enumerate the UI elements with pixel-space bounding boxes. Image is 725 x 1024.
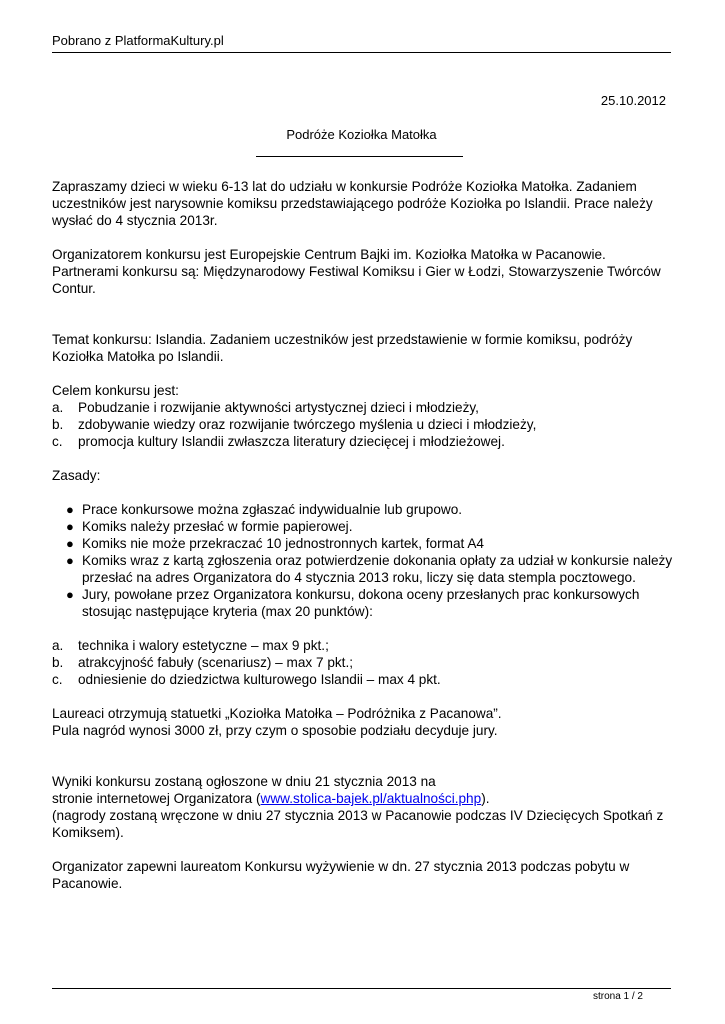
list-text: Komiks nie może przekraczać 10 jednostronnych kartek, format A4 <box>82 536 484 551</box>
intro-paragraph: Zapraszamy dzieci w wieku 6-13 lat do udziału w konkursie Podróże Koziołka Matołka. Zadaniem uczestników jest narysownie komiksu przedstawiającego podróże Koziołka po Islandii. Prace należy wysłać do 4 stycznia 2013r. <box>52 179 653 228</box>
header-divider <box>52 52 671 53</box>
bullet-icon: ● <box>66 553 74 568</box>
document-title: Podróże Koziołka Matołka <box>286 127 437 142</box>
food-paragraph: Organizator zapewni laureatom Konkursu wyżywienie w dn. 27 stycznia 2013 podczas pobytu w Pacanowie. <box>52 859 630 891</box>
results-line: Wyniki konkursu zostaną ogłoszone w dniu 21 stycznia 2013 na <box>52 774 436 789</box>
list-text: Jury, powołane przez Organizatora konkursu, dokona oceny przesłanych prac konkursowych stosując następujące kryteria (max 20 punktów): <box>82 587 640 619</box>
list-marker: a. <box>52 400 64 415</box>
rules-list <box>52 501 674 620</box>
list-item <box>52 654 674 671</box>
list-text: zdobywanie wiedzy oraz rozwijanie twórczego myślenia u dzieci i młodzieży, <box>78 417 537 432</box>
page-number: strona 1 / 2 <box>592 991 643 1002</box>
list-text: Komiks należy przesłać w formie papierowej. <box>82 519 353 534</box>
list-marker: b. <box>52 417 64 432</box>
list-marker: b. <box>52 655 64 670</box>
source-header: Pobrano z PlatformaKultury.pl <box>52 33 224 48</box>
list-text: odniesienie do dziedzictwa kulturowego Islandii – max 4 pkt. <box>78 672 441 687</box>
list-item <box>66 535 674 552</box>
results-website-line <box>52 790 674 807</box>
prize-pool-line: Pula nagród wynosi 3000 zł, przy czym o sposobie podziału decyduje jury. <box>52 723 498 738</box>
goals-list <box>52 399 674 450</box>
organizer-website-link[interactable]: www.stolica-bajek.pl/aktualności.php <box>260 791 482 806</box>
bullet-icon: ● <box>66 519 74 534</box>
criteria-list <box>52 637 674 688</box>
results-suffix: ). <box>481 791 490 806</box>
list-item <box>52 399 674 416</box>
list-marker: c. <box>52 672 63 687</box>
list-item <box>66 501 674 518</box>
footer-divider <box>52 988 671 989</box>
list-text: Komiks wraz z kartą zgłoszenia oraz potwierdzenie dokonania opłaty za udział w konkursie należy przesłać na adres Organizatora do 4 stycznia 2013 roku, liczy się data stempla pocztowego. <box>82 553 673 585</box>
document-body <box>52 178 674 892</box>
list-marker: a. <box>52 638 64 653</box>
awards-ceremony-line: (nagrody zostaną wręczone w dniu 27 stycznia 2013 w Pacanowie podczas IV Dziecięcych Spotkań z Komiksem). <box>52 808 664 840</box>
list-marker: c. <box>52 434 63 449</box>
theme-paragraph: Temat konkursu: Islandia. Zadaniem uczestników jest przedstawienie w formie komiksu, podróży Koziołka Matołka po Islandii. <box>52 332 633 364</box>
results-prefix: stronie internetowej Organizatora ( <box>52 791 261 806</box>
goals-heading: Celem konkursu jest: <box>52 383 179 398</box>
prize-line: Laureaci otrzymują statuetki „Koziołka Matołka – Podróżnika z Pacanowa”. <box>52 706 502 721</box>
list-item <box>52 671 674 688</box>
organizer-paragraph: Organizatorem konkursu jest Europejskie Centrum Bajki im. Koziołka Matołka w Pacanowie. Partnerami konkursu są: Międzynarodowy Festiwal Komiksu i Gier w Łodzi, Stowarzyszenie Twórców Contur. <box>52 247 661 296</box>
list-text: promocja kultury Islandii zwłaszcza literatury dziecięcej i młodzieżowej. <box>78 434 505 449</box>
list-text: Pobudzanie i rozwijanie aktywności artystycznej dzieci i młodzieży, <box>78 400 479 415</box>
list-item <box>52 433 674 450</box>
list-item <box>52 416 674 433</box>
list-text: atrakcyjność fabuły (scenariusz) – max 7 pkt.; <box>78 655 354 670</box>
list-item <box>66 552 674 586</box>
document-date: 25.10.2012 <box>600 93 666 108</box>
bullet-icon: ● <box>66 502 74 517</box>
list-text: Prace konkursowe można zgłaszać indywidualnie lub grupowo. <box>82 502 463 517</box>
rules-heading: Zasady: <box>52 468 101 483</box>
title-underline <box>256 156 463 157</box>
bullet-icon: ● <box>66 536 74 551</box>
list-item <box>66 518 674 535</box>
bullet-icon: ● <box>66 587 74 602</box>
list-text: technika i walory estetyczne – max 9 pkt.; <box>78 638 329 653</box>
list-item <box>52 637 674 654</box>
list-item <box>66 586 674 620</box>
